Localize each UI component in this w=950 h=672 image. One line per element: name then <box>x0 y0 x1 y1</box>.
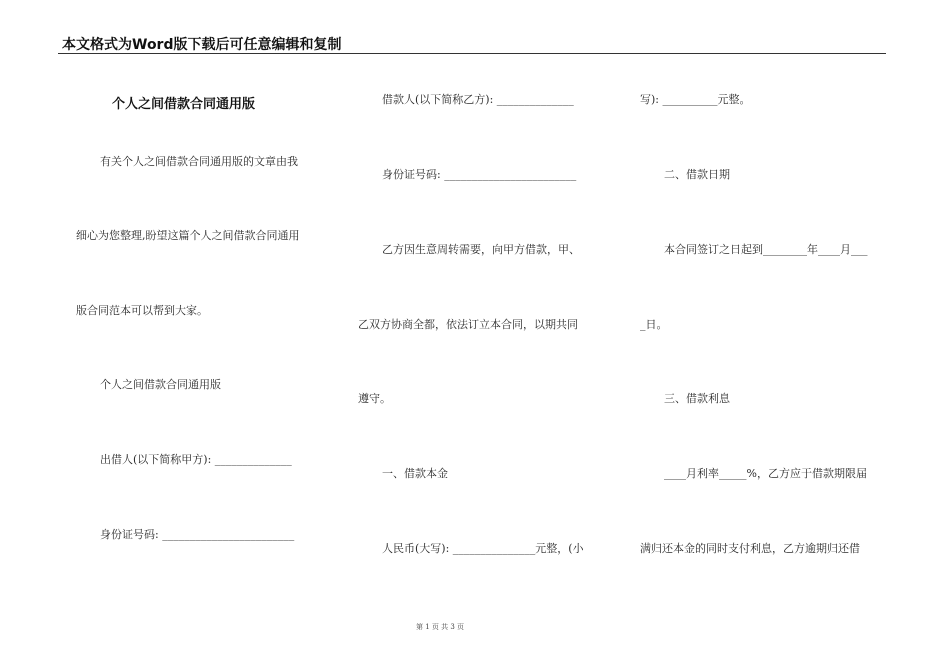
purpose-line-1: 乙方因生意周转需要，向甲方借款，甲、 <box>382 243 580 256</box>
purpose-line-2: 乙双方协商全都，依法订立本合同，以期共同 <box>358 318 578 331</box>
document-banner: 本文格式为Word版下载后可任意编辑和复制 <box>62 37 342 53</box>
intro-line-2: 细心为您整理,盼望这篇个人之间借款合同通用 <box>76 229 300 242</box>
section-interest-heading: 三、借款利息 <box>664 392 730 405</box>
borrower-field: 借款人(以下简称乙方): ______________ <box>382 93 574 106</box>
lender-id-field: 身份证号码: ________________________ <box>100 528 295 541</box>
section-principal-heading: 一、借款本金 <box>382 467 448 480</box>
principal-amount-cont: 写): __________元整。 <box>640 93 751 106</box>
section-term-heading: 二、借款日期 <box>664 168 730 181</box>
lender-field: 出借人(以下简称甲方): ______________ <box>100 453 292 466</box>
interest-rate-line: ____月利率_____%，乙方应于借款期限届 <box>664 467 867 480</box>
repayment-line: 满归还本金的同时支付利息，乙方逾期归还借 <box>640 542 860 555</box>
page-number: 第 1 页 共 3 页 <box>415 623 465 631</box>
term-date-end: _日。 <box>640 318 668 331</box>
borrower-id-field: 身份证号码: ________________________ <box>382 168 577 181</box>
purpose-line-3: 遵守。 <box>358 392 391 405</box>
contract-title: 个人之间借款合同通用版 <box>112 97 256 112</box>
term-date-line: 本合同签订之日起到________年____月___ <box>664 243 868 256</box>
intro-line-1: 有关个人之间借款合同通用版的文章由我 <box>100 155 298 168</box>
intro-line-3: 版合同范本可以帮到大家。 <box>76 304 208 317</box>
header-divider <box>58 53 886 54</box>
principal-amount-line: 人民币(大写): _______________元整，(小 <box>382 542 584 555</box>
contract-subtitle: 个人之间借款合同通用版 <box>100 378 221 391</box>
